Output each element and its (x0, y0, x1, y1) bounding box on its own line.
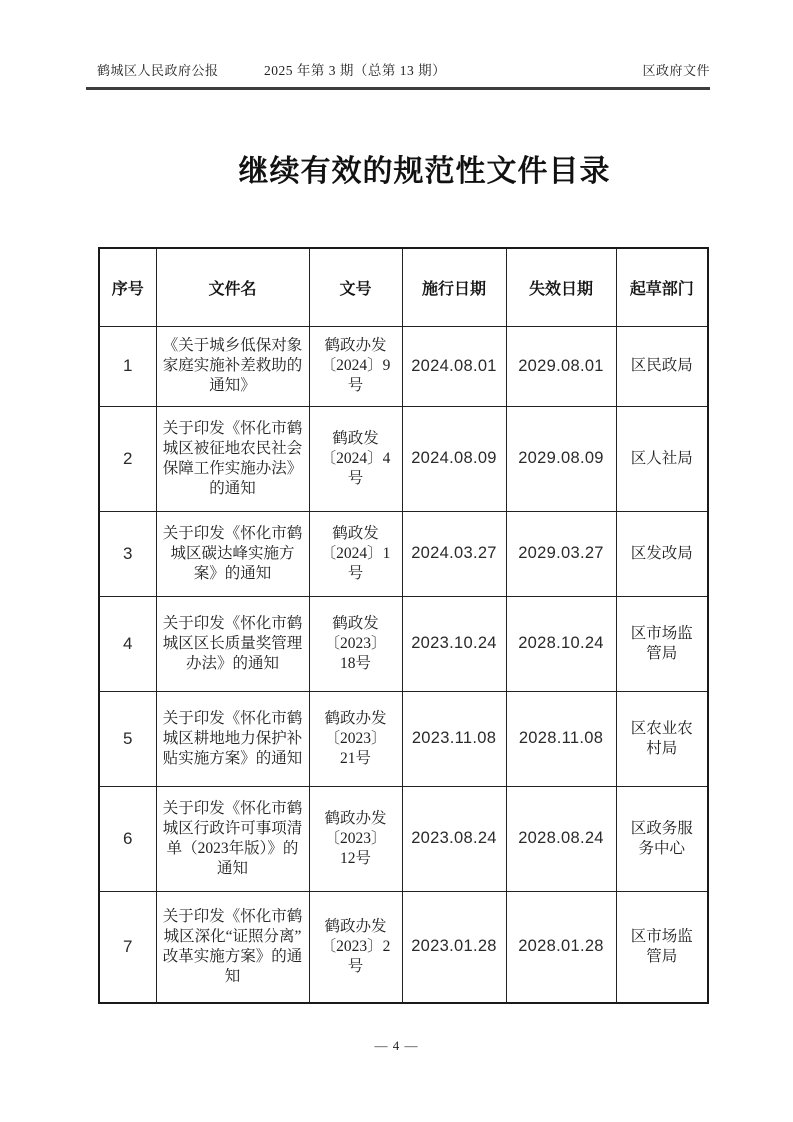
cell-document-name: 关于印发《怀化市鹤城区碳达峰实施方案》的通知 (156, 511, 309, 596)
cell-department: 区农业农村局 (616, 691, 708, 786)
table-header-row (99, 248, 708, 326)
cell-effective-date: 2023.11.08 (402, 691, 506, 786)
page-number: — 4 — (374, 1038, 419, 1053)
cell-effective-date: 2024.03.27 (402, 511, 506, 596)
header-rule (86, 87, 710, 90)
table-row (99, 891, 708, 1003)
cell-document-name: 关于印发《怀化市鹤城区耕地地力保护补贴实施方案》的通知 (156, 691, 309, 786)
column-header-expiry-date: 失效日期 (506, 248, 616, 326)
cell-no: 6 (99, 786, 156, 891)
cell-document-name: 《关于城乡低保对象家庭实施补差救助的通知》 (156, 326, 309, 406)
table-row (99, 786, 708, 891)
cell-expiry-date: 2028.10.24 (506, 596, 616, 691)
header-issue-info: 2025 年第 3 期（总第 13 期） (264, 63, 447, 78)
cell-document-name: 关于印发《怀化市鹤城区区长质量奖管理办法》的通知 (156, 596, 309, 691)
table-row (99, 326, 708, 406)
cell-expiry-date: 2029.08.01 (506, 326, 616, 406)
cell-expiry-date: 2028.11.08 (506, 691, 616, 786)
cell-doc-number: 鹤政发〔2023〕18号 (309, 596, 402, 691)
table-row (99, 691, 708, 786)
cell-doc-number: 鹤政发〔2024〕1号 (309, 511, 402, 596)
table-row (99, 406, 708, 511)
documents-table (98, 247, 709, 1004)
cell-effective-date: 2023.01.28 (402, 891, 506, 1003)
cell-no: 4 (99, 596, 156, 691)
cell-effective-date: 2023.08.24 (402, 786, 506, 891)
cell-department: 区市场监管局 (616, 596, 708, 691)
cell-expiry-date: 2029.08.09 (506, 406, 616, 511)
column-header-no: 序号 (99, 248, 156, 326)
cell-doc-number: 鹤政办发〔2023〕12号 (309, 786, 402, 891)
column-header-department: 起草部门 (616, 248, 708, 326)
cell-department: 区人社局 (616, 406, 708, 511)
column-header-effective-date: 施行日期 (402, 248, 506, 326)
cell-document-name: 关于印发《怀化市鹤城区行政许可事项清单（2023年版）》的通知 (156, 786, 309, 891)
cell-doc-number: 鹤政发〔2024〕4号 (309, 406, 402, 511)
cell-department: 区发改局 (616, 511, 708, 596)
cell-department: 区市场监管局 (616, 891, 708, 1003)
cell-effective-date: 2023.10.24 (402, 596, 506, 691)
cell-document-name: 关于印发《怀化市鹤城区被征地农民社会保障工作实施办法》的通知 (156, 406, 309, 511)
cell-doc-number: 鹤政办发〔2023〕21号 (309, 691, 402, 786)
cell-effective-date: 2024.08.01 (402, 326, 506, 406)
cell-no: 7 (99, 891, 156, 1003)
cell-document-name: 关于印发《怀化市鹤城区深化“证照分离”改革实施方案》的通知 (156, 891, 309, 1003)
cell-no: 5 (99, 691, 156, 786)
cell-no: 3 (99, 511, 156, 596)
cell-doc-number: 鹤政办发〔2024〕9号 (309, 326, 402, 406)
cell-effective-date: 2024.08.09 (402, 406, 506, 511)
cell-expiry-date: 2029.03.27 (506, 511, 616, 596)
header-section-label: 区政府文件 (642, 63, 710, 78)
cell-department: 区政务服务中心 (616, 786, 708, 891)
cell-no: 1 (99, 326, 156, 406)
cell-doc-number: 鹤政办发〔2023〕2号 (309, 891, 402, 1003)
column-header-name: 文件名 (156, 248, 309, 326)
column-header-docno: 文号 (309, 248, 402, 326)
cell-no: 2 (99, 406, 156, 511)
cell-expiry-date: 2028.08.24 (506, 786, 616, 891)
table-row (99, 596, 708, 691)
table-row (99, 511, 708, 596)
cell-expiry-date: 2028.01.28 (506, 891, 616, 1003)
cell-department: 区民政局 (616, 326, 708, 406)
header-publication-name: 鹤城区人民政府公报 (97, 63, 219, 78)
page-title: 继续有效的规范性文件目录 (238, 155, 611, 188)
